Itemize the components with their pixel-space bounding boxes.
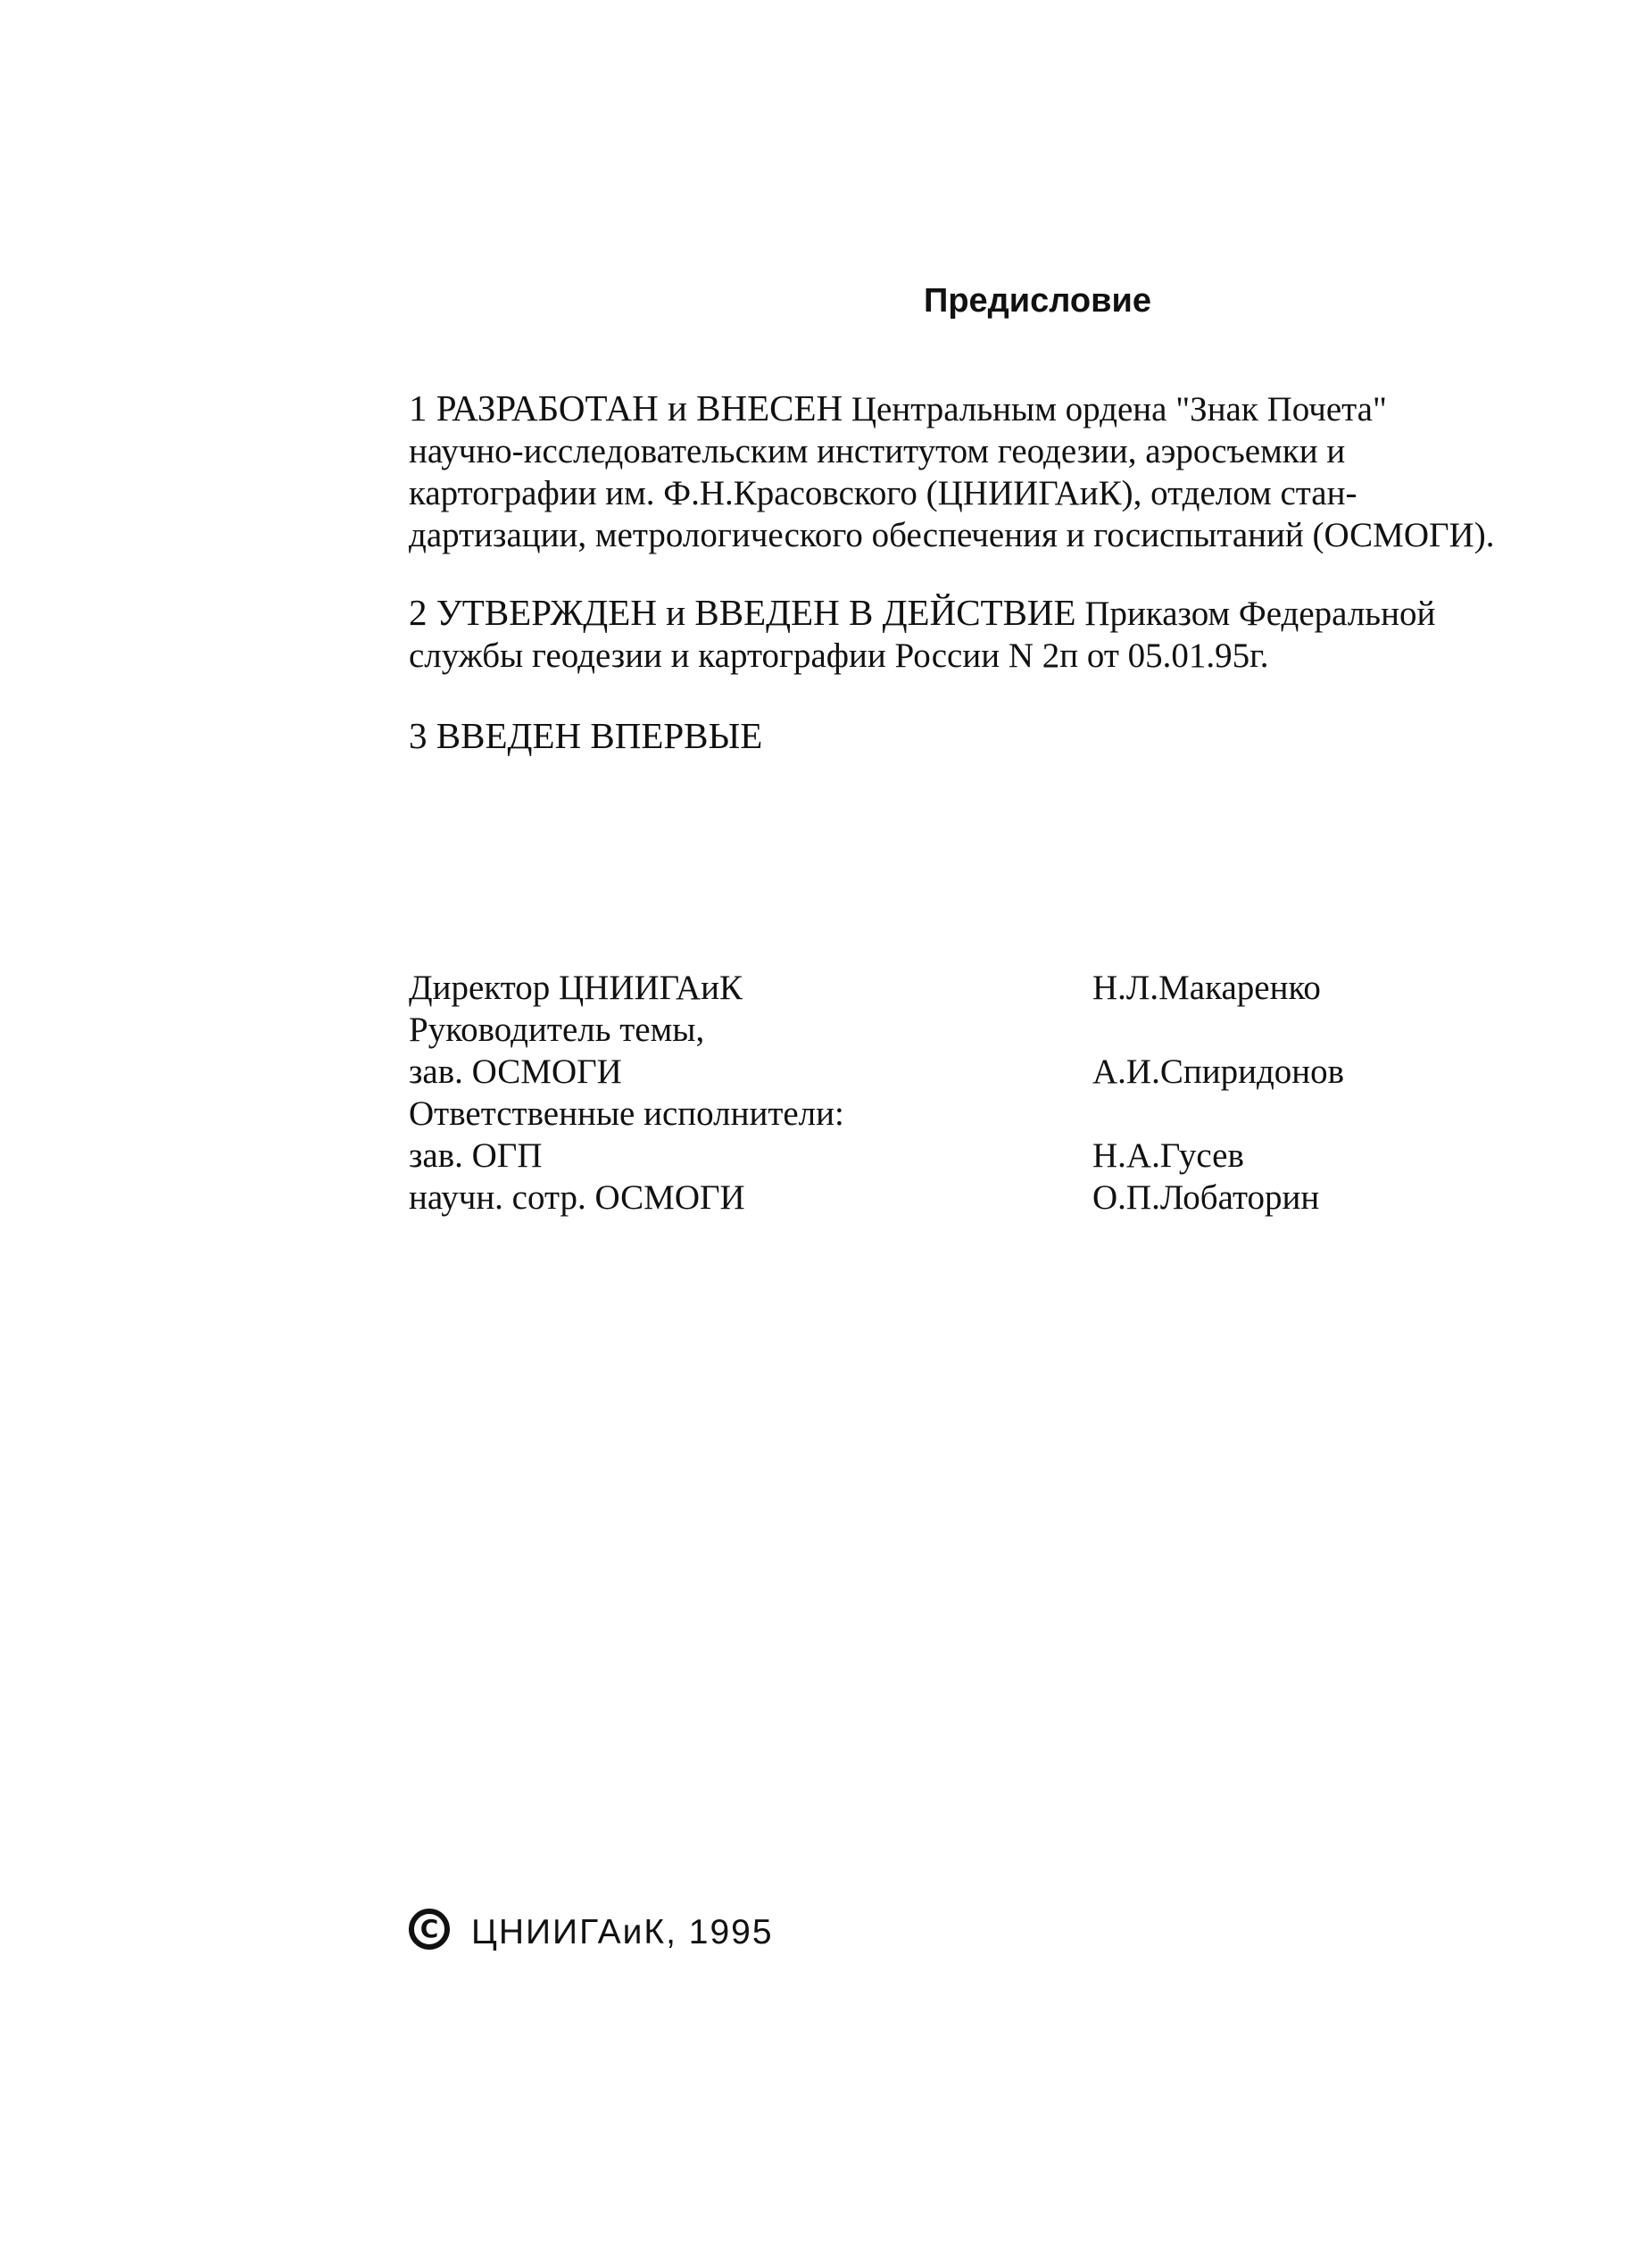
staff-role: Ответственные исполнители: (409, 1094, 844, 1133)
staff-role: научн. сотр. ОСМОГИ (409, 1178, 745, 1217)
copyright-icon: C (409, 1909, 450, 1950)
paragraph-text: Приказом Федеральной (1075, 595, 1436, 633)
paragraph-line: службы геодезии и картографии России N 2п от 05.01.95г. (409, 636, 1269, 675)
staff-role: зав. ОСМОГИ (409, 1052, 622, 1091)
paragraph-line: дартизации, метрологического обеспечения и госиспытаний (ОСМОГИ). (409, 516, 1495, 554)
copyright-text: ЦНИИГАиК, 1995 (471, 1913, 774, 1951)
staff-name: Н.Л.Макаренко (1092, 969, 1321, 1007)
paragraph-text: Центральным ордена "Знак Почета" (843, 390, 1387, 428)
page-heading: Предисловие (924, 282, 1151, 320)
paragraph-line: 3 ВВЕДЕН ВПЕРВЫЕ (409, 715, 763, 756)
staff-row (409, 1093, 1435, 1135)
paragraph-lead: 2 УТВЕРЖДЕН и ВВЕДЕН В ДЕЙСТВИЕ (409, 592, 1076, 633)
staff-row (409, 1009, 1435, 1051)
staff-list (409, 967, 1435, 1219)
staff-name: Н.А.Гусев (1092, 1136, 1244, 1175)
paragraph-introduced-first (409, 715, 762, 757)
staff-role: Руководитель темы, (409, 1011, 705, 1049)
staff-row (409, 967, 1435, 1009)
paragraph-line: научно-исследовательским институтом геодезии, аэросъемки и (409, 432, 1346, 470)
staff-role: зав. ОГП (409, 1136, 543, 1175)
paragraph-line: картографии им. Ф.Н.Красовского (ЦНИИГАиК), отделом стан- (409, 474, 1357, 512)
staff-name: А.И.Спиридонов (1092, 1052, 1345, 1091)
staff-row (409, 1177, 1435, 1219)
staff-row (409, 1135, 1435, 1177)
paragraph-line (409, 592, 1435, 635)
staff-name: О.П.Лобаторин (1092, 1178, 1320, 1217)
paragraph-line (409, 387, 1494, 430)
paragraph-developed-by (409, 387, 1494, 556)
staff-row (409, 1051, 1435, 1093)
paragraph-approved-by (409, 592, 1435, 677)
staff-role: Директор ЦНИИГАиК (409, 969, 743, 1007)
paragraph-lead: 1 РАЗРАБОТАН и ВНЕСЕН (409, 387, 843, 428)
